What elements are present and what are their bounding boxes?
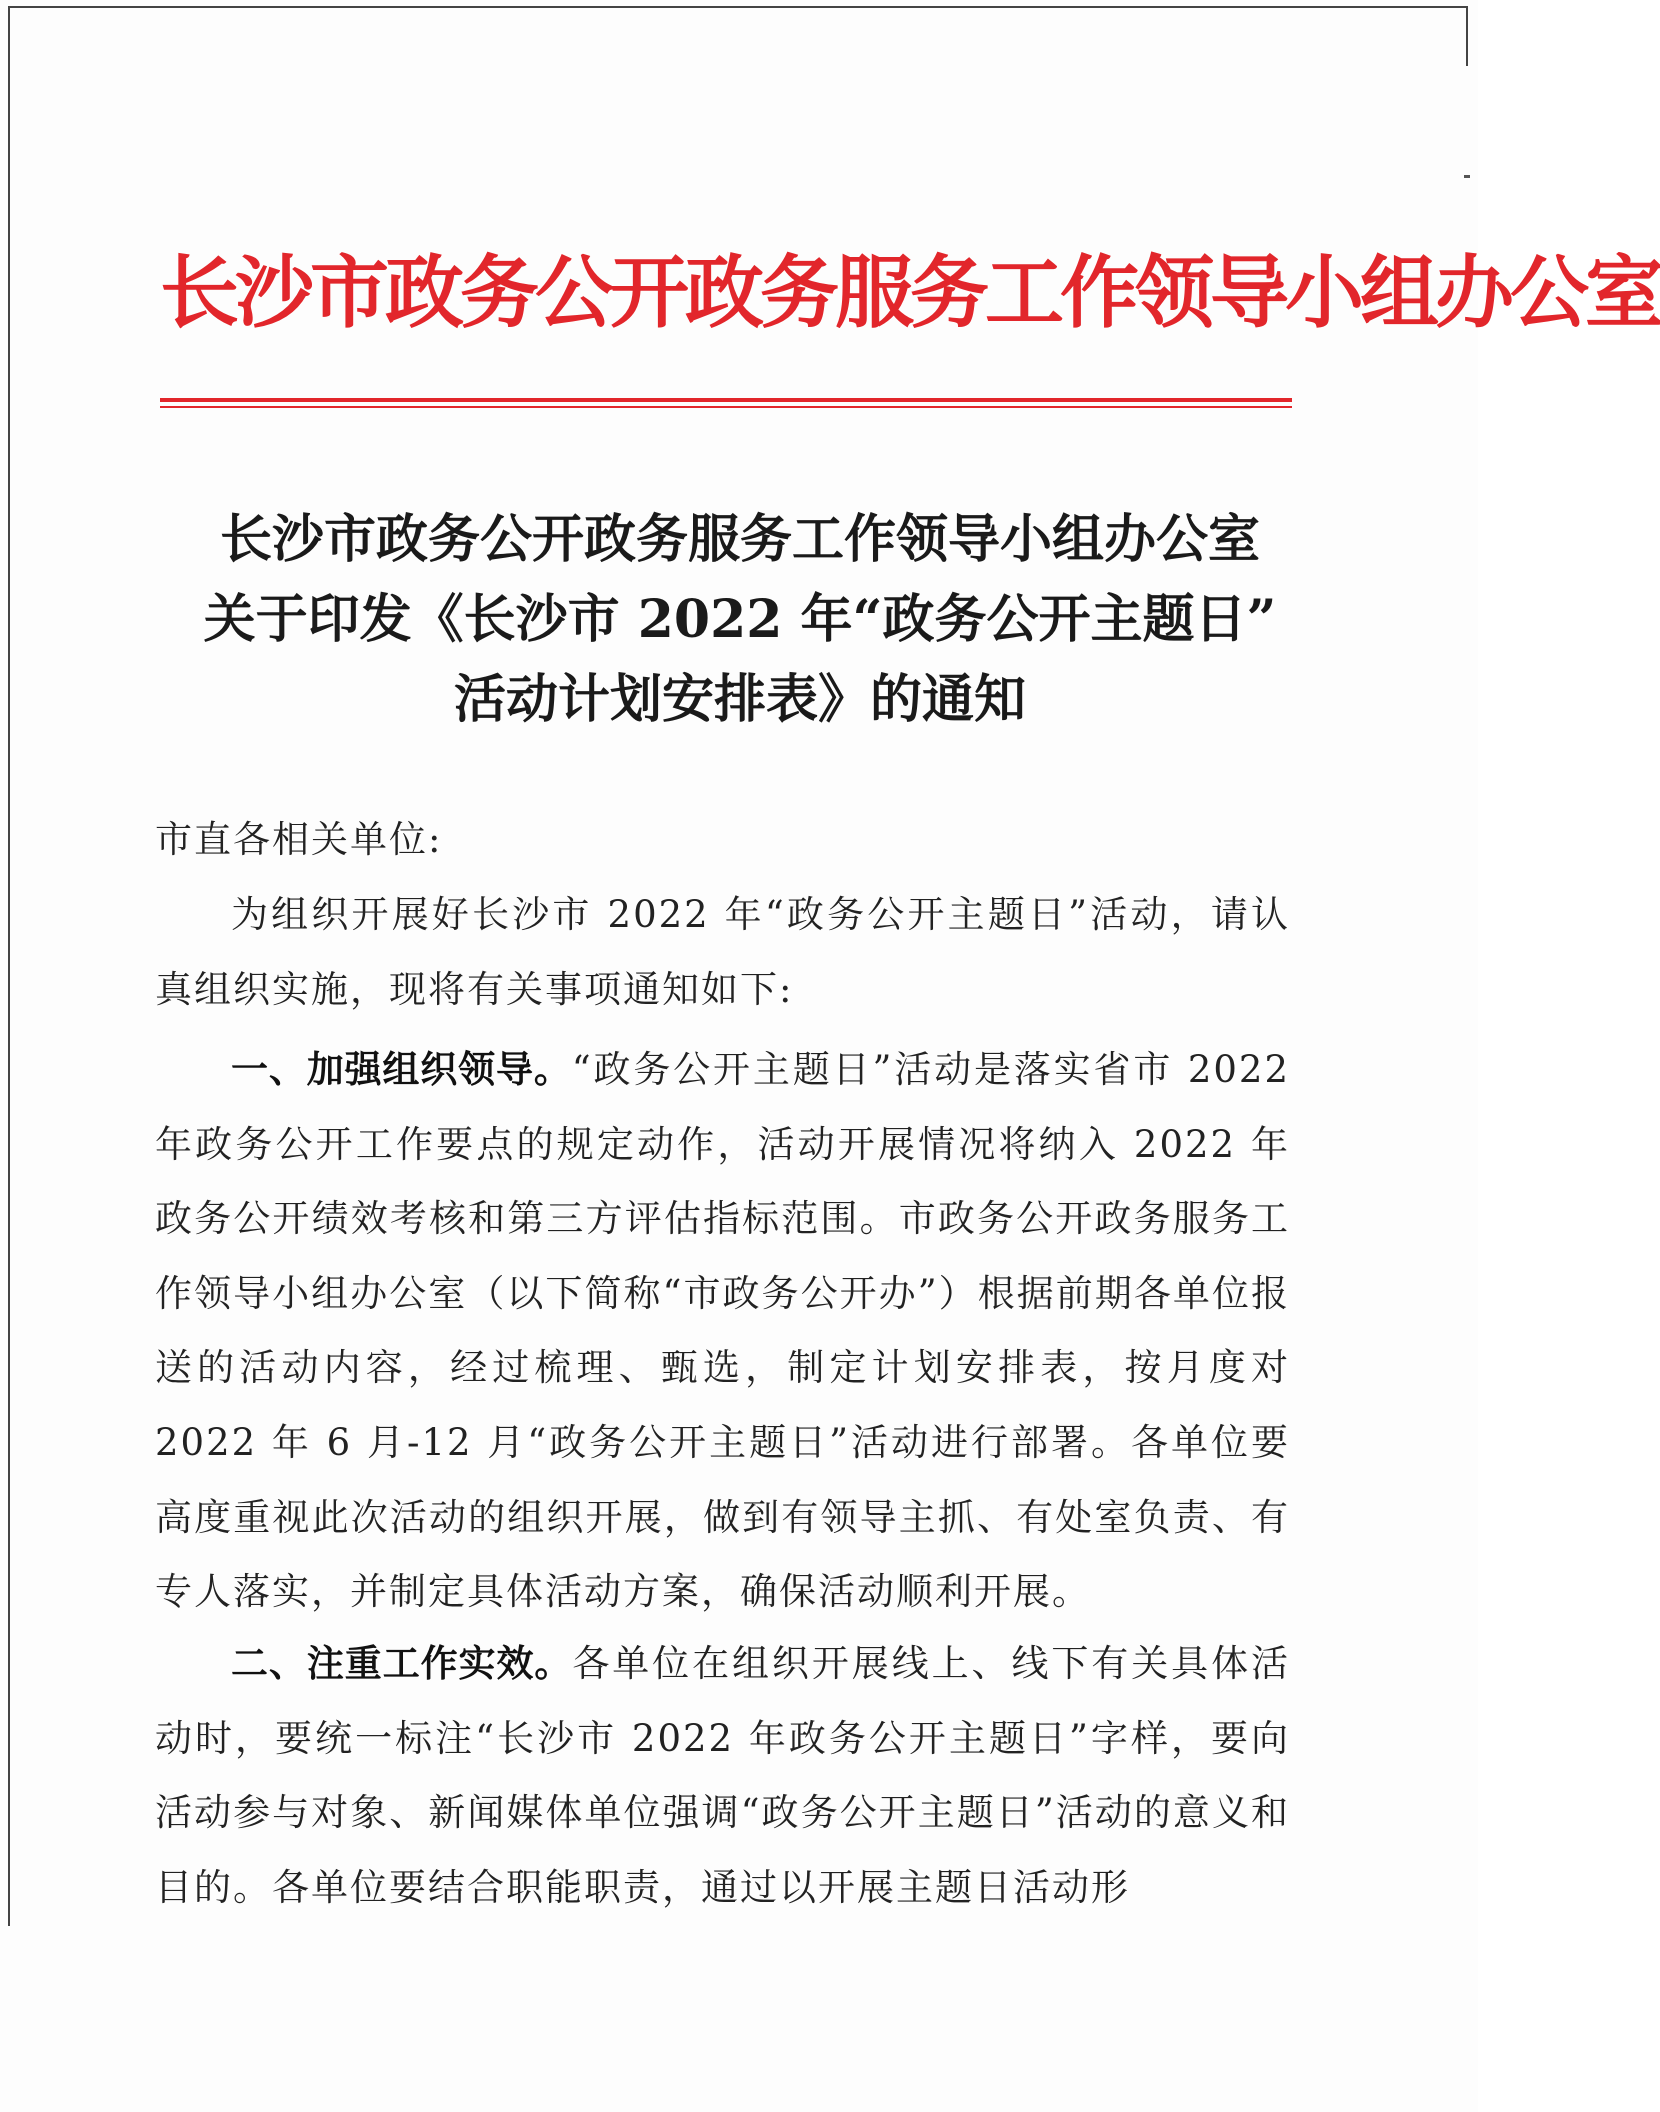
intro-paragraph: 为组织开展好长沙市 2022 年“政务公开主题日”活动，请认真组织实施，现将有关事项通知如下:: [155, 893, 1290, 1011]
section-1-paragraph: [155, 1033, 1290, 1630]
letterhead-red-rule: [160, 398, 1292, 402]
scan-border-left: [8, 6, 10, 1926]
section-1-heading: 一、加强组织领导。: [231, 1048, 572, 1091]
scan-border-right: [1466, 6, 1468, 66]
section-2-heading: 二、注重工作实效。: [231, 1642, 573, 1685]
document-title-line-1: 长沙市政务公开政务服务工作领导小组办公室: [219, 509, 1260, 570]
document-title-line-2: 关于印发《长沙市 2022 年“政务公开主题日”: [203, 589, 1277, 650]
document-title-line-3: 活动计划安排表》的通知: [453, 669, 1026, 730]
document-title: [140, 500, 1340, 740]
letterhead-red-rule-thin: [160, 406, 1292, 408]
section-2-body: 各单位在组织开展线上、线下有关具体活动时，要统一标注“长沙市 2022 年政务公开主题日”字样，要向活动参与对象、新闻媒体单位强调“政务公开主题日”活动的意义和目的。各单位要结合职能职责，通过以开展主题日活动形: [155, 1642, 1291, 1909]
letterhead-org-name: 长沙市政务公开政务服务工作领导小组办公室: [160, 247, 1660, 339]
salutation: 市直各相关单位:: [155, 818, 443, 861]
section-2-paragraph: [155, 1627, 1290, 1925]
scan-edge-mark: [1464, 175, 1470, 178]
scan-border-top: [8, 6, 1466, 8]
section-1-body: “政务公开主题日”活动是落实省市 2022 年政务公开工作要点的规定动作，活动开展情况将纳入 2022 年政务公开绩效考核和第三方评估指标范围。市政务公开政务服务工作领导小组办公室（以下简称“市政务公开办”）根据前期各单位报送的活动内容，经过梳理、甄选，制定计划安排表，按月度对 2022 年 6 月-12 月“政务公开主题日”活动进行部署。各单位要高度重视此次活动的组织开展，做到有领导主抓、有处室负责、有专人落实，并制定具体活动方案，确保活动顺利开展。: [155, 1048, 1290, 1614]
